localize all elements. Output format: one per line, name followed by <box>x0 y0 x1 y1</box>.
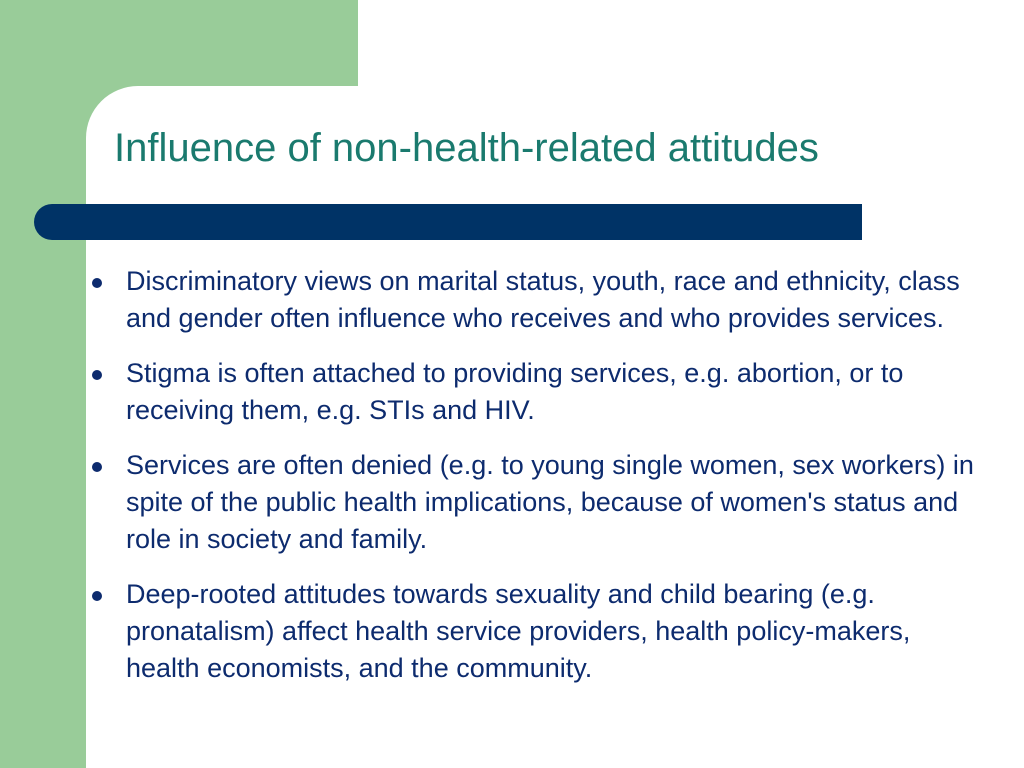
bullet-item <box>86 447 986 558</box>
bullet-text: Deep-rooted attitudes towards sexuality and child bearing (e.g. pronatalism) affect health service providers, health policy-makers, health economists, and the community. <box>126 579 911 683</box>
bullet-text: Discriminatory views on marital status, youth, race and ethnicity, class and gender often influence who receives and who provides services. <box>126 266 960 333</box>
bullet-item <box>86 576 986 687</box>
title-underline-bar <box>34 204 862 240</box>
bullet-text: Services are often denied (e.g. to young single women, sex workers) in spite of the public health implications, because of women's status and role in society and family. <box>126 450 974 554</box>
bullet-dot-icon <box>92 462 102 472</box>
bullet-list <box>86 263 986 705</box>
bullet-dot-icon <box>92 591 102 601</box>
bullet-item <box>86 355 986 429</box>
bullet-text: Stigma is often attached to providing services, e.g. abortion, or to receiving them, e.g. STIs and HIV. <box>126 358 904 425</box>
slide-title: Influence of non-health-related attitudes <box>114 126 819 170</box>
bullet-dot-icon <box>92 370 102 380</box>
bullet-item <box>86 263 986 337</box>
bullet-dot-icon <box>92 278 102 288</box>
